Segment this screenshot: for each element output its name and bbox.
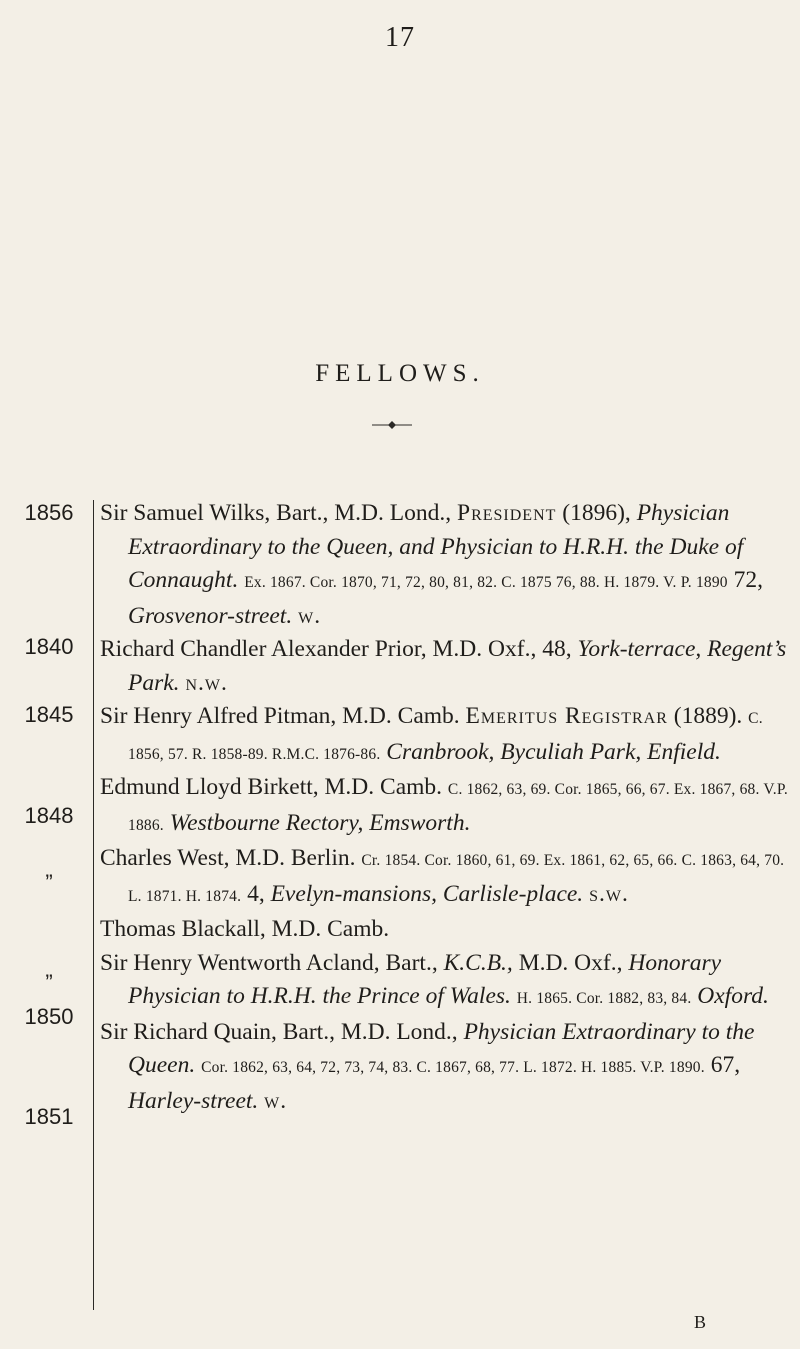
column-rule (93, 500, 94, 1310)
fellow-entry: Sir Samuel Wilks, Bart., M.D. Lond., President (1896), Physician Extraordinary to the Queen, and Physician to H.R.H. the Duke of Connaught. Ex. 1867. Cor. 1870, 71, 72, 80, 81, 82. C. 1875 76, 88. H. 1879. V. P. 1890 72, Grosvenor-street. w. (100, 500, 764, 629)
page-number: 17 (385, 22, 415, 53)
fellow-entry: Charles West, M.D. Berlin. Cr. 1854. Cor. 1860, 61, 69. Ex. 1861, 62, 65, 66. C. 1863, 64, 70. L. 1871. H. 1874. 4, Evelyn-mansions, Carlisle-place. s.w. (100, 845, 785, 907)
section-title: FELLOWS. (315, 360, 485, 387)
year-1840: 1840 (24, 634, 74, 659)
year-1848: 1848 (24, 803, 74, 828)
year-1851: 1851 (24, 1104, 74, 1129)
fellow-entry: Richard Chandler Alexander Prior, M.D. Oxf., 48, York-terrace, Regent’s Park. n.w. (100, 636, 787, 696)
diamond-rule-ornament (372, 420, 412, 430)
fellows-list (100, 497, 790, 1118)
year-1845: 1845 (24, 702, 74, 727)
year-1856: 1856 (24, 500, 74, 525)
fellow-entry: Sir Henry Wentworth Acland, Bart., K.C.B., M.D. Oxf., Honorary Physician to H.R.H. the Prince of Wales. H. 1865. Cor. 1882, 83, 84. Oxford. (100, 949, 769, 1009)
year-1850: 1850 (24, 1004, 74, 1029)
fellow-entry: Thomas Blackall, M.D. Camb. (100, 916, 390, 942)
year-ditto: ” (45, 970, 53, 995)
fellow-entry: Edmund Lloyd Birkett, M.D. Camb. C. 1862, 63, 69. Cor. 1865, 66, 67. Ex. 1867, 68. V.P. 1886. Westbourne Rectory, Emsworth. (100, 774, 788, 836)
fellow-entry: Sir Henry Alfred Pitman, M.D. Camb. Emeritus Registrar (1889). C. 1856, 57. R. 1858-89. R.M.C. 1876-86. Cranbrook, Byculiah Park, Enfield. (100, 703, 763, 765)
signature-mark: B (694, 1312, 707, 1332)
fellow-entry: Sir Richard Quain, Bart., M.D. Lond., Physician Extraordinary to the Queen. Cor. 1862, 63, 64, 72, 73, 74, 83. C. 1867, 68, 77. L. 1872. H. 1885. V.P. 1890. 67, Harley-street. w. (100, 1018, 755, 1114)
year-ditto: ” (45, 870, 53, 895)
